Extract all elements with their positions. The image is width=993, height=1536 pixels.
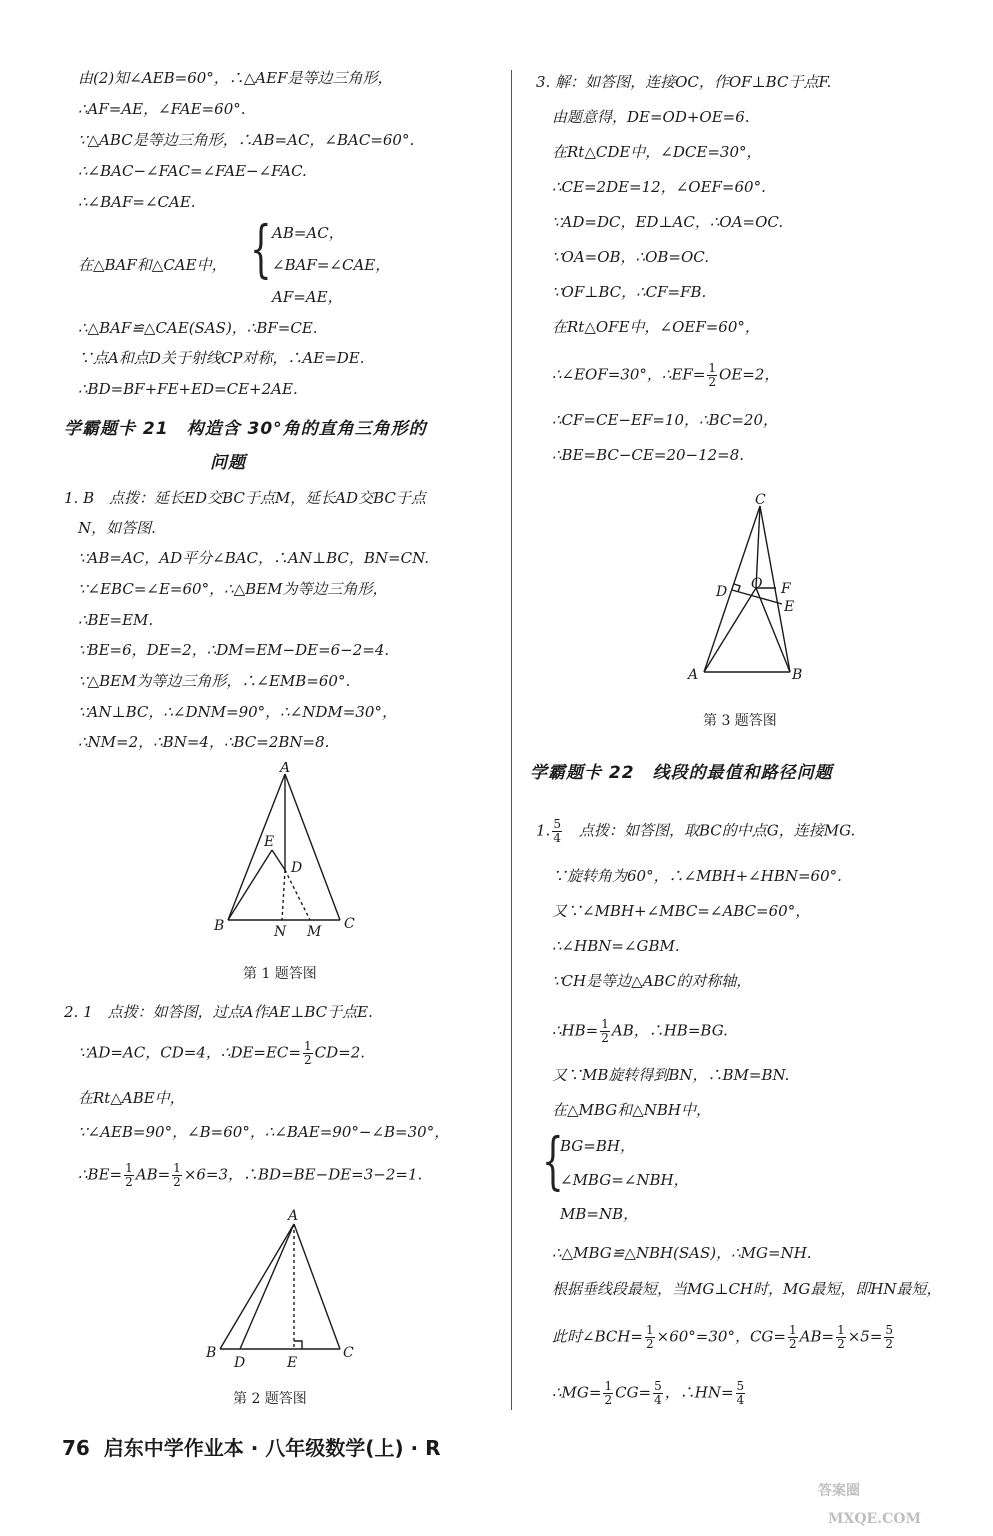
vertex-label: A: [688, 667, 699, 683]
fraction-denominator: 2: [173, 1175, 181, 1189]
text-line: ∵AD=DC，ED⊥AC，∴OA=OC.: [552, 213, 784, 231]
text-line: ∴∠BAF=∠CAE.: [78, 193, 196, 211]
text-segment: ，∴HN=: [664, 1383, 734, 1402]
text-segment: ∴MG=: [552, 1383, 602, 1402]
vertex-label: D: [291, 860, 303, 876]
fraction-numerator: 1: [788, 1323, 797, 1337]
text-line: [552, 1018, 728, 1045]
section-heading: 学霸题卡 22 线段的最值和路径问题: [530, 763, 833, 783]
text-line: 又∵∠MBH+∠MBC=∠ABC=60°，: [552, 902, 811, 920]
fraction: [603, 1380, 613, 1407]
vertex-label: C: [755, 492, 766, 508]
text-line: N，如答图.: [78, 519, 156, 537]
fraction-denominator: 2: [708, 375, 717, 389]
text-line: 3. 解：如答图，连接OC，作OF⊥BC于点F.: [536, 73, 832, 91]
text-segment: ×6=3，∴BD=BE−DE=3−2=1.: [183, 1165, 423, 1184]
text-segment: CG=: [615, 1383, 652, 1402]
text-segment: 此时∠BCH=: [552, 1327, 643, 1346]
system-line: BG=BH，: [560, 1137, 635, 1155]
fraction: [303, 1040, 313, 1067]
fraction-numerator: 1: [646, 1323, 654, 1337]
text-line: 又∵MB旋转得到BN，∴BM=BN.: [552, 1066, 790, 1084]
fraction: [836, 1324, 846, 1351]
figure-caption: 第 2 题答图: [233, 1391, 307, 1407]
text-segment: ∴BE=: [78, 1165, 123, 1184]
text-line: 在Rt△ABE中，: [78, 1089, 185, 1107]
fraction-denominator: 2: [125, 1175, 133, 1189]
page-number: 76: [62, 1436, 90, 1460]
vertex-label: B: [214, 918, 225, 934]
text-line: ∴△MBG≌△NBH(SAS)，∴MG=NH.: [552, 1244, 812, 1262]
vertex-label: D: [716, 584, 728, 600]
fraction-denominator: 2: [303, 1053, 312, 1067]
text-segment: AB=: [135, 1165, 171, 1184]
fraction-numerator: 1: [173, 1161, 181, 1175]
fraction-denominator: 2: [837, 1337, 845, 1351]
vertex-label: C: [343, 1345, 354, 1361]
fraction-denominator: 4: [736, 1393, 745, 1407]
column-divider: [511, 70, 512, 1410]
figure-3: [678, 488, 828, 693]
fraction: [653, 1380, 663, 1407]
text-line: ∵OF⊥BC，∴CF=FB.: [552, 283, 707, 301]
book-title: 启东中学作业本 · 八年级数学(上) · R: [103, 1436, 441, 1460]
text-line: ∵∠EBC=∠E=60°，∴△BEM为等边三角形，: [78, 580, 388, 598]
watermark-logo: [810, 1455, 970, 1530]
text-line: 由(2)知∠AEB=60°，∴△AEF是等边三角形，: [78, 69, 393, 87]
vertex-label: N: [274, 924, 287, 940]
text-line: ∴CE=2DE=12，∠OEF=60°.: [552, 178, 766, 196]
text-line: ∴BE=EM.: [78, 611, 154, 629]
vertex-label: B: [206, 1345, 217, 1361]
text-line: ∴AF=AE，∠FAE=60°.: [78, 100, 246, 118]
figure-1: [210, 762, 420, 942]
text-segment: AB=: [799, 1327, 835, 1346]
fraction-numerator: 1: [303, 1039, 312, 1053]
text-segment: ×60°=30°，CG=: [656, 1327, 786, 1346]
system-line: AF=AE，: [272, 288, 343, 306]
text-segment: ∴HB=: [552, 1021, 599, 1040]
fraction-numerator: 1: [601, 1017, 609, 1031]
fraction-numerator: 1: [837, 1323, 845, 1337]
text-line: 在Rt△CDE中，∠DCE=30°，: [552, 143, 762, 161]
vertex-label: M: [307, 924, 322, 940]
left-brace: {: [250, 212, 272, 285]
text-line: ∴BD=BF+FE+ED=CE+2AE.: [78, 380, 298, 398]
text-line: [536, 818, 855, 845]
text-segment: ×5=: [847, 1327, 883, 1346]
left-brace: {: [542, 1124, 564, 1197]
vertex-label: E: [784, 599, 795, 615]
vertex-label: C: [344, 916, 355, 932]
text-segment: AB，∴HB=BG.: [611, 1021, 728, 1040]
fraction: [884, 1324, 894, 1351]
vertex-label: A: [280, 762, 291, 776]
text-line: [552, 1324, 896, 1351]
text-line: ∴∠BAC−∠FAC=∠FAE−∠FAC.: [78, 162, 307, 180]
text-segment: ∵AD=AC，CD=4，∴DE=EC=: [78, 1043, 301, 1062]
figure-2: [202, 1204, 422, 1380]
text-line: 2. 1 点拨：如答图，过点A作AE⊥BC于点E.: [64, 1003, 373, 1021]
vertex-label: O: [751, 576, 763, 592]
fraction: [788, 1324, 798, 1351]
text-line: ∴∠HBN=∠GBM.: [552, 937, 680, 955]
fraction: [600, 1018, 610, 1045]
text-line: ∵点A和点D关于射线CP对称，∴AE=DE.: [78, 349, 365, 367]
system-line: ∠BAF=∠CAE，: [272, 256, 391, 274]
vertex-label: F: [781, 581, 791, 597]
text-line: 由题意得，DE=OD+OE=6.: [552, 108, 750, 126]
vertex-label: D: [234, 1355, 246, 1371]
fraction: [552, 818, 562, 845]
system-line: MB=NB，: [560, 1205, 639, 1223]
fraction-denominator: 2: [646, 1337, 654, 1351]
fraction: [645, 1324, 655, 1351]
text-line: ∵∠AEB=90°，∠B=60°，∴∠BAE=90°−∠B=30°，: [78, 1123, 450, 1141]
text-line: 在△MBG和△NBH中，: [552, 1101, 711, 1119]
text-line: 在△BAF和△CAE中，: [78, 256, 227, 274]
vertex-label: A: [288, 1208, 299, 1224]
vertex-label: E: [264, 834, 275, 850]
fraction-denominator: 4: [553, 831, 561, 845]
text-segment: CD=2.: [314, 1043, 366, 1062]
system-line: ∠MBG=∠NBH，: [560, 1171, 689, 1189]
text-line: ∴NM=2，∴BN=4，∴BC=2BN=8.: [78, 733, 330, 751]
fraction-numerator: 5: [553, 817, 561, 831]
vertex-label: B: [792, 667, 803, 683]
text-line: [552, 1380, 747, 1407]
text-line: ∵BE=6，DE=2，∴DM=EM−DE=6−2=4.: [78, 641, 390, 659]
text-line: ∴BE=BC−CE=20−12=8.: [552, 446, 745, 464]
watermark-text: 答案圈: [818, 1483, 860, 1499]
vertex-label: E: [287, 1355, 298, 1371]
text-segment: 点拨：如答图，取BC的中点G，连接MG.: [563, 821, 856, 840]
text-line: 1. B 点拨：延长ED交BC于点M，延长AD交BC于点: [64, 489, 426, 507]
text-line: [552, 362, 779, 389]
page-footer: [62, 1432, 441, 1461]
text-line: 根据垂线段最短，当MG⊥CH时，MG最短，即HN最短，: [552, 1280, 942, 1298]
section-heading-cont: 问题: [210, 453, 246, 473]
figure-caption: 第 1 题答图: [243, 966, 317, 982]
fraction-denominator: 2: [601, 1031, 609, 1045]
fraction: [736, 1380, 746, 1407]
text-line: ∵△ABC是等边三角形，∴AB=AC，∠BAC=60°.: [78, 131, 415, 149]
text-line: ∵OA=OB，∴OB=OC.: [552, 248, 710, 266]
fraction-denominator: 2: [604, 1393, 613, 1407]
fraction: [172, 1162, 182, 1189]
text-line: ∵△BEM为等边三角形，∴∠EMB=60°.: [78, 672, 351, 690]
fraction-numerator: 1: [604, 1379, 613, 1393]
fraction-numerator: 5: [736, 1379, 745, 1393]
text-line: ∵AB=AC，AD平分∠BAC，∴AN⊥BC，BN=CN.: [78, 549, 430, 567]
text-line: ∴CF=CE−EF=10，∴BC=20，: [552, 411, 778, 429]
fraction: [707, 362, 717, 389]
watermark-url: MXQE.COM: [828, 1511, 921, 1527]
text-line: ∵旋转角为60°，∴∠MBH+∠HBN=60°.: [552, 867, 842, 885]
fraction: [124, 1162, 134, 1189]
text-segment: 1.: [536, 821, 551, 840]
fraction-numerator: 1: [125, 1161, 133, 1175]
section-heading: 学霸题卡 21 构造含 30°角的直角三角形的: [64, 419, 427, 439]
figure-caption: 第 3 题答图: [703, 713, 777, 729]
text-line: [78, 1162, 422, 1189]
text-segment: ∴∠EOF=30°，∴EF=: [552, 365, 706, 384]
fraction-denominator: 2: [788, 1337, 797, 1351]
text-segment: OE=2，: [719, 365, 780, 384]
text-line: 在Rt△OFE中，∠OEF=60°，: [552, 318, 760, 336]
text-line: ∴△BAF≌△CAE(SAS)，∴BF=CE.: [78, 319, 318, 337]
fraction-numerator: 1: [708, 361, 717, 375]
fraction-numerator: 5: [885, 1323, 894, 1337]
fraction-numerator: 5: [654, 1379, 662, 1393]
text-line: ∵AN⊥BC，∴∠DNM=90°，∴∠NDM=30°，: [78, 703, 397, 721]
system-line: AB=AC，: [272, 224, 344, 242]
fraction-denominator: 2: [885, 1337, 894, 1351]
fraction-denominator: 4: [654, 1393, 662, 1407]
text-line: [78, 1040, 365, 1067]
text-line: ∵CH是等边△ABC的对称轴，: [552, 972, 752, 990]
